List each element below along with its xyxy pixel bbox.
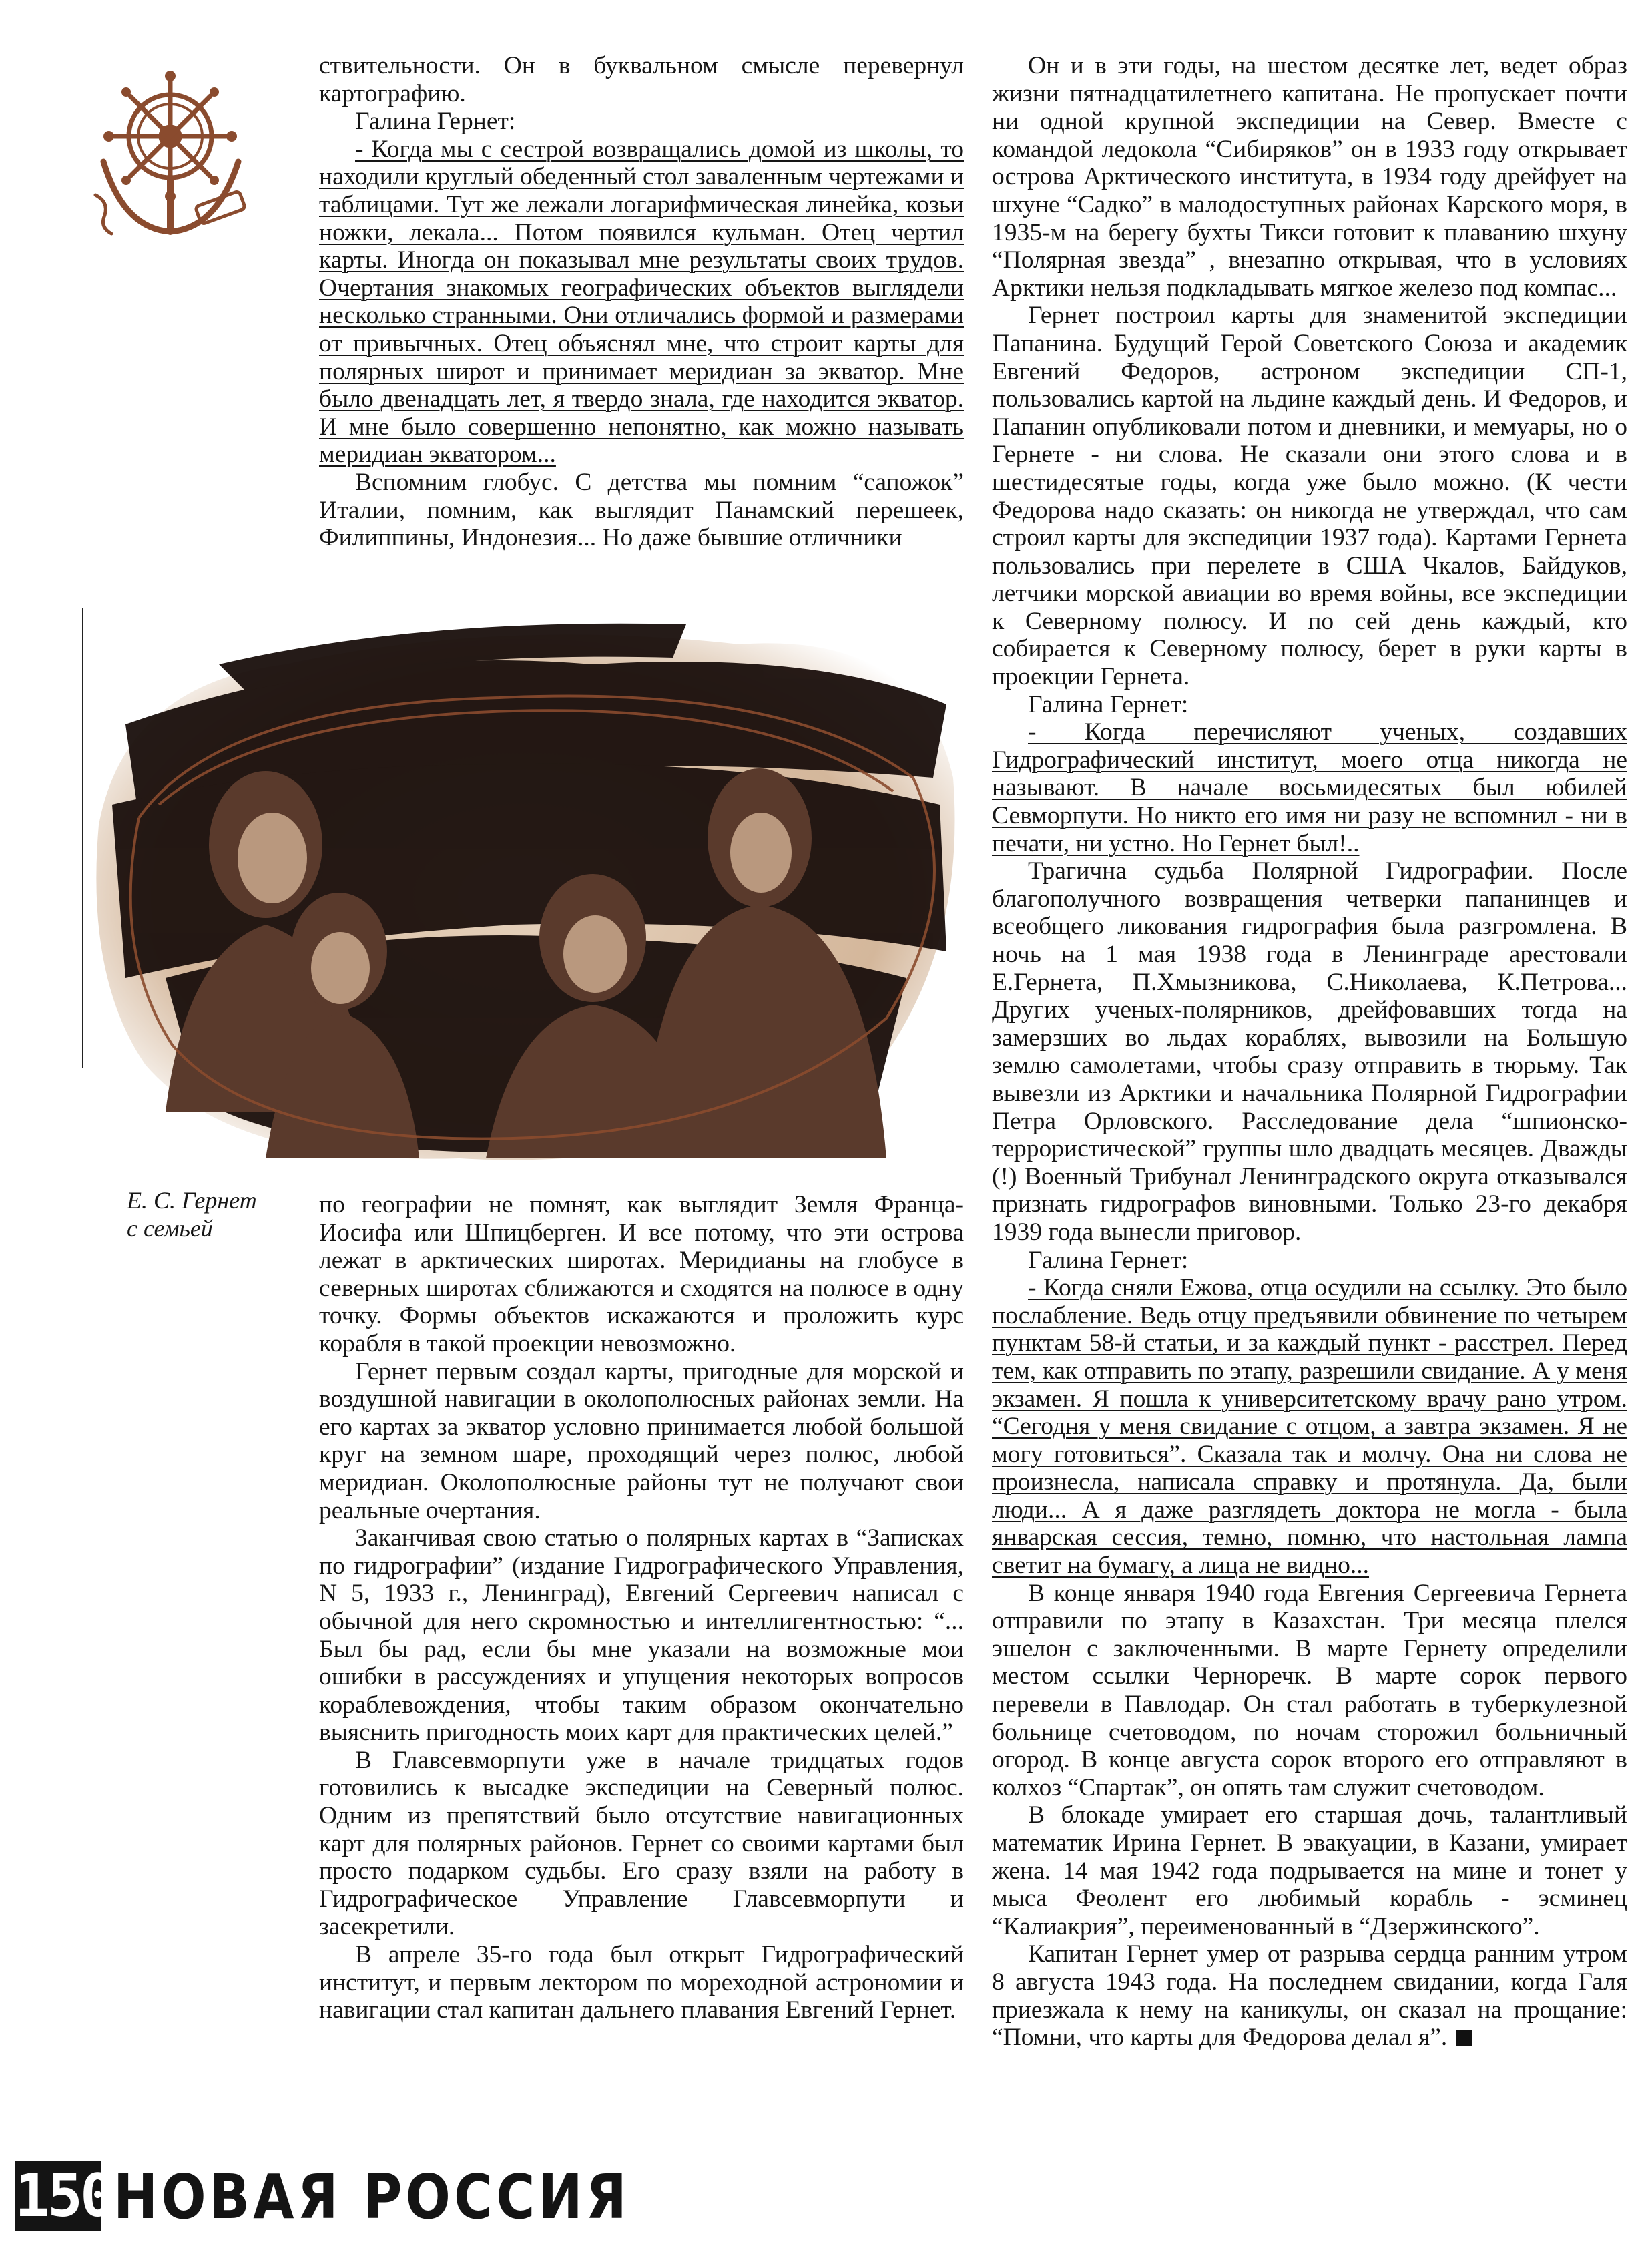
quote-paragraph: - Когда перечисляют ученых, создавших Гидрографический институт, моего отца никогда не называют. В начале восьмидесятых был юбилей Севморпути. Но никто его имя ни разу не вспомнил - ни в печати, ни устно. Но Гернет был!..: [992, 718, 1627, 857]
caption-rule: [82, 608, 83, 1068]
article-column-1-top: [319, 52, 964, 552]
article-column-1-bottom: [319, 1191, 964, 2024]
paragraph: В конце января 1940 года Евгения Сергеевича Гернета отправили по этапу в Казахстан. Три месяца плелся эшелон с заключенными. В марте Гернету определили местом ссылки Черноречк. В марте сорок первого перевели в Павлодар. Он стал работать в туберкулезной больнице счетоводом, по ночам сторожил больничный огород. В конце августа сорок второго его отправляют в колхоз “Спартак”, он опять там служит счетоводом.: [992, 1579, 1627, 1801]
paragraph: Гернет первым создал карты, пригодные для морской и воздушной навигации в околополюсных районах земли. На его картах за экватор условно принимается любой большой круг на земном шаре, проходящий через полюс, любой меридиан. Околополюсные районы тут не получают свои реальные очертания.: [319, 1357, 964, 1524]
speaker-label: Галина Гернет:: [1028, 690, 1189, 718]
caption-line-2: с семьей: [127, 1215, 213, 1242]
paragraph: Гернет построил карты для знаменитой экспедиции Папанина. Будущий Герой Советского Союза и академик Евгений Федоров, астроном экспедиции СП-1, пользовались картой на льдине каждый день. И Федоров, и Папанин опубликовали потом и дневники, и мемуары, но о Гернете - ни слова. Не сказали они этого слова и в шестидесятые годы, когда уже было можно. (К чести Федорова надо сказать: он никогда не утверждал, что сам строил карты для экспедиции 1937 года). Картами Гернета пользовались при перелете в США Чкалов, Байдуков, летчики морской авиации во время войны, все экспедиции к Северному полюсу. И по сей день каждый, кто собирается к Северному полюсу, берет в руки карты в проекции Гернета.: [992, 302, 1627, 691]
page-footer: [15, 2161, 630, 2235]
paragraph: Заканчивая свою статью о полярных картах в “Записках по гидрографии” (издание Гидрографического Управления, N 5, 1933 г., Ленинград), Евгений Сергеевич написал с обычной для него скромностью и интеллигентностью: “... Был бы рад, если бы мне указали на возможные мои ошибки в рассуждениях и упущения некоторых вопросов кораблевождения, чтобы таким образом окончательно выяснить пригодность моих карт для практических целей.”: [319, 1524, 964, 1747]
paragraph: ствительности. Он в буквальном смысле перевернул картографию.: [319, 52, 964, 107]
paragraph: В апреле 35-го года был открыт Гидрографический институт, и первым лектором по мореходной астрономии и навигации стал капитан дальнего плавания Евгений Гернет.: [319, 1941, 964, 2024]
photo-caption: [127, 1186, 300, 1243]
speaker-label: Галина Гернет:: [1028, 1246, 1189, 1274]
page-number: 150: [15, 2161, 113, 2230]
article-column-2: [992, 52, 1627, 2052]
caption-line-1: Е. С. Гернет: [127, 1187, 257, 1214]
paragraph: Капитан Гернет умер от разрыва сердца ранним утром 8 августа 1943 года. На последнем свидании, когда Галя приезжала к нему на каникулы, он сказал на прощание: “Помни, что карты для Федорова делал я”.: [992, 1940, 1627, 2052]
end-of-article-mark: [1456, 2030, 1472, 2046]
speaker-label: Галина Гернет:: [355, 107, 516, 136]
paragraph: по географии не помнят, как выглядит Земля Франца-Иосифа или Шпицберген. И все потому, что эти острова лежат в арктических широтах. Меридианы на глобусе в северных широтах сближаются и сходятся на полюсе в одну точку. Формы объектов искажаются и проложить курс корабля в такой проекции невозможно.: [319, 1191, 964, 1357]
paragraph: В блокаде умирает его старшая дочь, талантливый математик Ирина Гернет. В эвакуации, в Казани, умирает жена. 14 мая 1942 года подрывается на мине и тонет у мыса Феолент его любимый корабль - эсминец “Калиакрия”, переименованный в “Дзержинского”.: [992, 1801, 1627, 1940]
quote-paragraph: - Когда мы с сестрой возвращались домой из школы, то находили круглый обеденный стол заваленным чертежами и таблицами. Тут же лежали логарифмическая линейка, козьи ножки, лекала... Потом появился кульман. Отец чертил карты. Иногда он показывал мне результаты своих трудов. Очертания знакомых географических объектов выглядели несколько странными. Они отличались формой и размерами от привычных. Отец объяснял мне, что строит карты для полярных широт и принимает меридиан за экватор. Мне было двенадцать лет, я твердо знала, где находится экватор. И мне было совершенно непонятно, как можно называть меридиан экватором...: [319, 135, 964, 469]
paragraph: Трагична судьба Полярной Гидрографии. После благополучного возвращения четверки папанинцев и всеобщего ликования гидрография была разгромлена. В ночь на 1 мая 1938 года в Ленинграде арестовали Е.Гернета, П.Хмызникова, С.Николаева, К.Петрова... Других ученых-полярников, дрейфовавших тогда на замерзших во льдах кораблях, вывозили на Большую землю самолетами, чтобы сразу отправить в тюрьму. Так вывезли из Арктики и начальника Полярной Гидрографии Петра Орловского. Расследование дела “шпионско-террористической” группы шло двадцать месяцев. Дважды (!) Военный Трибунал Ленинградского округа отказывался признать гидрографов виновными. Только 23-го декабря 1939 года вынесли приговор.: [992, 857, 1627, 1246]
ship-wheel-anchor-icon: [83, 61, 257, 242]
quote-paragraph: - Когда сняли Ежова, отца осудили на ссылку. Это было послабление. Ведь отцу предъявили обвинение по четырем пунктам 58-й статьи, и за каждый пункт - расстрел. Перед тем, как отправить по этапу, разрешили свидание. А у меня экзамен. Я пошла к университетскому врачу рано утром. “Сегодня у меня свидание с отцом, а завтра экзамен. Я не могу готовиться”. Сказала так и молчу. Она ни слова не произнесла, написала справку и протянула. Да, были люди... А я даже разглядеть доктора не могла - была январская сессия, темно, помню, что настольная лампа светит на бумагу, а лица не видно...: [992, 1274, 1627, 1580]
paragraph: В Главсевморпути уже в начале тридцатых годов готовились к высадке экспедиции на Северный полюс. Одним из препятствий было отсутствие навигационных карт для полярных районов. Гернет со своими картами был просто подарком судьбы. Его сразу взяли на работу в Гидрографическое Управление Главсевморпути и засекретили.: [319, 1746, 964, 1941]
family-photo: [85, 604, 965, 1180]
paragraph: Он и в эти годы, на шестом десятке лет, ведет образ жизни пятнадцатилетнего капитана. Не пропускает почти ни одной крупной экспедиции на Север. Вместе с командой ледокола “Сибиряков” он в 1933 году открывает острова Арктического института, в 1934 году дрейфует на шхуне “Садко” в малодоступных районах Карского моря, в 1935-м на берегу бухты Тикси готовит к плаванию шхуну “Полярная звезда” , внезапно открывая, что в условиях Арктики нельзя подкладывать мягкое железо под компас...: [992, 52, 1627, 302]
magazine-title: НОВАЯ РОССИЯ: [113, 2161, 630, 2233]
paragraph: Вспомним глобус. С детства мы помним “сапожок” Италии, помним, как выглядит Панамский перешеек, Филиппины, Индонезия... Но даже бывшие отличники: [319, 468, 964, 552]
